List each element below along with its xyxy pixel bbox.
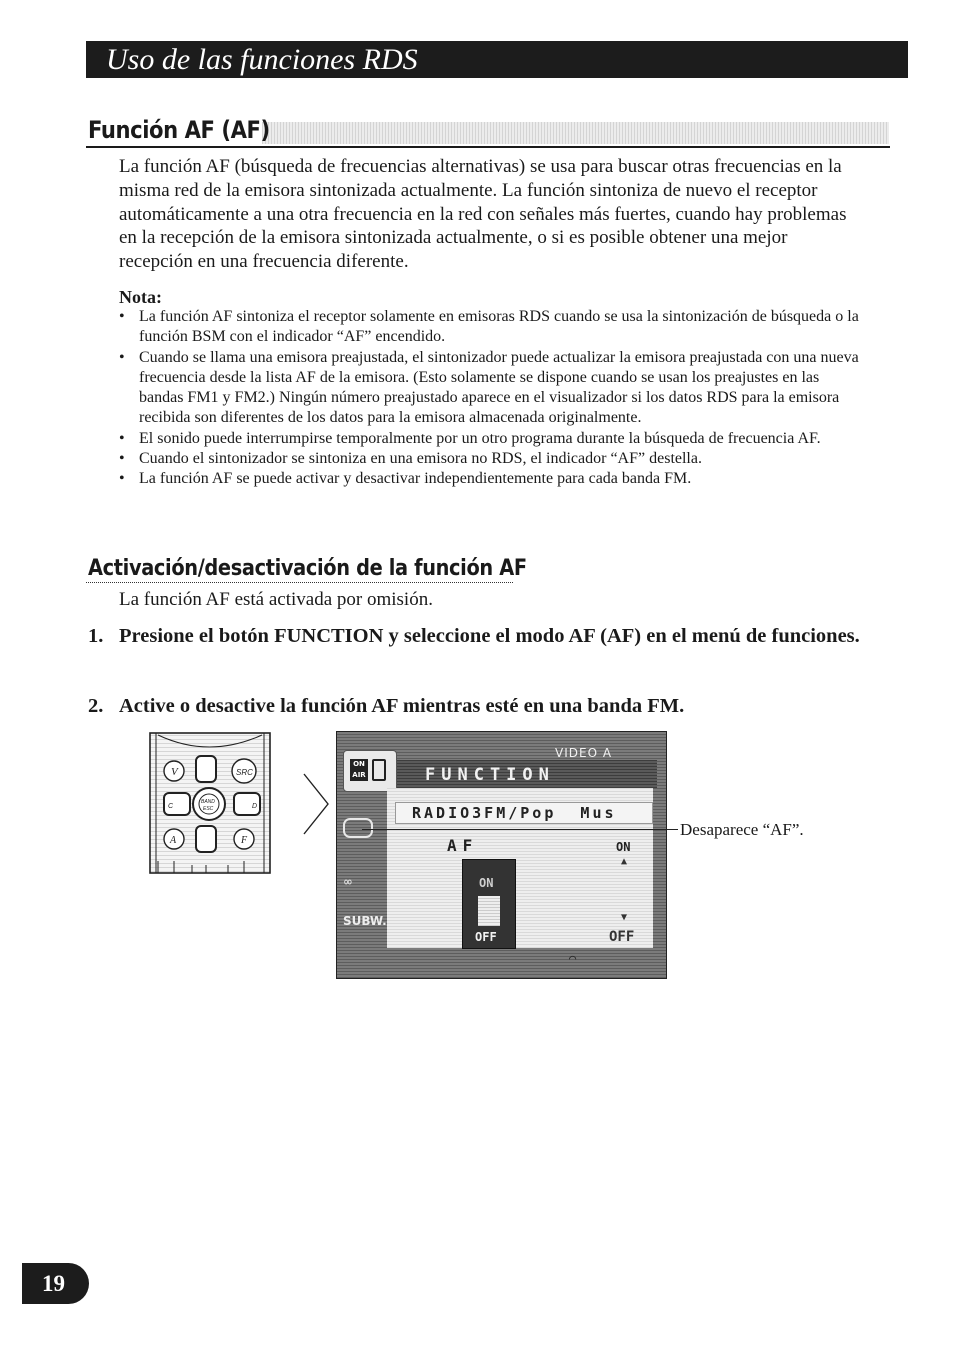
step-2 bbox=[88, 692, 868, 720]
chapter-header-bar bbox=[86, 41, 908, 78]
toggle-knob bbox=[478, 896, 500, 926]
note-item bbox=[119, 307, 859, 348]
display-screen bbox=[336, 731, 667, 979]
right-arrow-icon bbox=[302, 772, 330, 836]
note-text: La función AF sintoniza el receptor solamente en emisoras RDS cuando se usa la sintonización de búsqueda o la función BSM con el indicador “AF” encendido. bbox=[139, 308, 859, 346]
remote-label-band: BAND bbox=[201, 799, 215, 805]
note-item bbox=[119, 469, 859, 489]
toggle-off-label: OFF bbox=[475, 930, 497, 944]
nota-label: Nota: bbox=[119, 287, 162, 307]
note-text: Cuando se llama una emisora preajustada, el sintonizador puede actualizar la emisora preajustada con una nueva frecuencia desde la lista AF de la emisora. (Esto solamente se dispone cuando se usan los preajustes en las bandas FM1 y FM2.) Ningún número preajustado aparece en el visualizador si los datos RDS para la emisora recibida son diferentes de los datos para la emisora almacenada originalmente. bbox=[139, 348, 859, 427]
step-number: 2. bbox=[88, 695, 104, 717]
section-title-activation: Activación/desactivación de la función AF bbox=[88, 556, 527, 581]
notes-list bbox=[119, 307, 859, 490]
on-air-label: ON AIR bbox=[350, 759, 368, 781]
af-menu-label: AF bbox=[447, 836, 479, 855]
intro-paragraph: La función AF (búsqueda de frecuencias alternativas) se usa para buscar otras frecuencias en la misma red de la emisora sintonizada actualmente. La función sintoniza de nuevo el receptor automáticamente a una otra frecuencia en la red con señales más fuertes, cuando hay problemas en la recepción de la emisora sintonizada actualmente, o si es posible obtener una mejor recepción en una frecuencia diferente. bbox=[119, 156, 847, 273]
on-off-toggle bbox=[462, 859, 516, 949]
scroll-down-icon: ▼ bbox=[621, 912, 628, 923]
note-text: Cuando el sintonizador se sintoniza en una emisora no RDS, el indicador “AF” destella. bbox=[139, 450, 702, 468]
section-title-dotted-rule bbox=[86, 582, 513, 583]
remote-label-v: V bbox=[171, 766, 178, 778]
remote-label-esc: ESC bbox=[203, 806, 214, 812]
toggle-on-label: ON bbox=[479, 876, 494, 890]
step-text: Active o desactive la función AF mientras esté en una banda FM. bbox=[119, 695, 685, 717]
on-air-icon bbox=[343, 750, 397, 792]
af-current-value: ON bbox=[616, 840, 631, 854]
callout-leader-line bbox=[362, 829, 678, 830]
remote-label-d: D bbox=[252, 803, 258, 810]
section-title-shading bbox=[262, 122, 889, 144]
highlight-ring-icon bbox=[343, 818, 373, 838]
note-item bbox=[119, 449, 859, 469]
scroll-off-label: OFF bbox=[609, 929, 635, 945]
page-number: 19 bbox=[22, 1263, 89, 1304]
loop-icon: ∞ bbox=[344, 875, 352, 890]
chapter-title: Uso de las funciones RDS bbox=[106, 43, 418, 76]
subwoofer-label: SUBW. bbox=[343, 914, 387, 928]
remote-label-a: A bbox=[170, 835, 177, 846]
video-source-label: VIDEO A bbox=[555, 746, 613, 760]
bullet-icon: • bbox=[119, 348, 125, 366]
radio-text-display: RADIO3FM/Pop Mus bbox=[395, 802, 653, 824]
section-title-af: Función AF (AF) bbox=[88, 116, 270, 144]
step-text: Presione el botón FUNCTION y seleccione el modo AF (AF) en el menú de funciones. bbox=[119, 625, 860, 647]
bottom-indicator-icon: ⌒ bbox=[569, 951, 577, 965]
antenna-icon bbox=[372, 759, 386, 781]
remote-label-src: SRC bbox=[236, 768, 253, 777]
remote-control-illustration bbox=[144, 731, 274, 875]
remote-label-f: F bbox=[241, 835, 248, 846]
scroll-up-icon: ▲ bbox=[621, 856, 628, 867]
bullet-icon: • bbox=[119, 429, 125, 447]
note-item bbox=[119, 429, 859, 449]
remote-label-c: C bbox=[168, 803, 174, 810]
note-item bbox=[119, 348, 859, 429]
function-header-label: FUNCTION bbox=[425, 765, 555, 785]
bullet-icon: • bbox=[119, 450, 125, 468]
step-1 bbox=[88, 622, 868, 650]
note-text: El sonido puede interrumpirse temporalmente por un otro programa durante la búsqueda de frecuencia AF. bbox=[139, 429, 821, 447]
bullet-icon: • bbox=[119, 308, 125, 325]
section-title-rule bbox=[86, 146, 890, 148]
step-number: 1. bbox=[88, 625, 104, 647]
callout-text: Desaparece “AF”. bbox=[680, 820, 804, 839]
bullet-icon: • bbox=[119, 470, 125, 488]
note-text: La función AF se puede activar y desactivar independientemente para cada banda FM. bbox=[139, 470, 692, 488]
section-subtitle: La función AF está activada por omisión. bbox=[119, 589, 433, 610]
